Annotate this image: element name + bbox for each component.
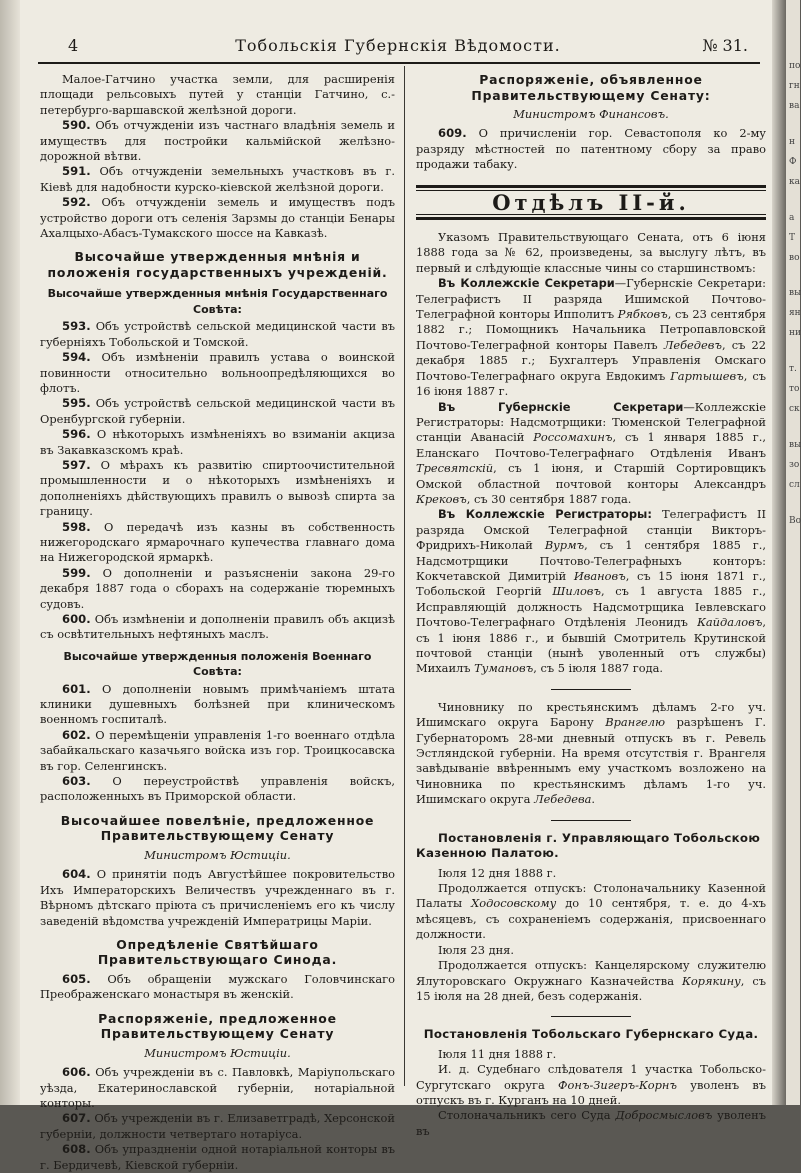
decree-item — [40, 396, 395, 427]
item-text: Объ устройствѣ сельской медицинской части въ губерніяхъ Тобольской и Томской. — [40, 319, 395, 349]
item-number: 592. — [62, 195, 91, 210]
item-number: 593. — [62, 319, 91, 334]
separator-line — [551, 689, 631, 690]
issue-number: № 31. — [702, 36, 748, 55]
edge-fragment: а — [789, 212, 795, 223]
decree-item — [40, 319, 395, 350]
items-group-a — [40, 118, 395, 241]
item-number: 590. — [62, 118, 91, 133]
minister-finance: Министромъ Финансовъ. — [513, 107, 669, 121]
edge-fragment: то — [789, 384, 800, 395]
separator-line — [551, 1016, 631, 1017]
decree-item — [40, 427, 395, 458]
item-text: Объ обращеніи мужскаго Головчинскаго Преображенскаго монастыря въ женскій. — [40, 971, 395, 1002]
decree-item — [40, 350, 395, 396]
item-text: Объ устройствѣ сельской медицинской части въ Оренбургской губерніи. — [40, 396, 395, 426]
treasury-leave-1: Продолжается отпускъ: Столоначальнику Казенной Палаты Ходосовскому до 10 сентября, т. е. до 4-хъ мѣсяцевъ, съ сохраненіемъ содержанія, присвоеннаго должности. — [416, 881, 766, 942]
item-text: О причисленіи гор. Севастополя ко 2-му разряду мѣстностей по патентному сбору за право продажи табаку. — [416, 126, 767, 172]
edge-fragment: ва — [789, 100, 800, 111]
treasury-leave-2: Продолжается отпускъ: Канцелярскому служителю Ялуторовскаго Окружнаго Казначейства Корякину, съ 15 іюля на 28 дней, безъ содержанія. — [416, 958, 766, 1003]
ukaz-intro: Указомъ Правительствующаго Сената, отъ 6 іюня 1888 года за № 62, произведены, за выслугу лѣтъ, въ первый и слѣдующіе классные чины со старшинствомъ: — [416, 230, 766, 275]
item-number: 606. — [62, 1065, 91, 1080]
items-group-e — [40, 972, 395, 1003]
edge-fragment: гн — [789, 80, 800, 91]
decree-item — [40, 1065, 395, 1111]
section-title-otdel: Отдѣлъ II-й. — [492, 189, 690, 215]
intro-paragraph: Малое-Гатчино участка земли, для расширенія площади рельсовыхъ путей у станціи Гатчино, с.-петербурго-варшавской желѣзной дороги. — [40, 72, 395, 117]
edge-fragment: вы — [789, 440, 801, 451]
item-text: О принятіи подъ Августѣйшее покровительство Ихъ Императорскихъ Величествъ учрежденнаго въ г. Вѣрномъ дѣтскаго пріюта съ причисленіемъ его къ числу заведеній вѣдомства учрежденій Императрицы Маріи. — [40, 867, 395, 928]
item-number: 598. — [62, 519, 91, 534]
subheading-state-council: Высочайше утвержденныя мнѣнія Государственнаго Совѣта: — [47, 287, 388, 316]
items-group-b — [40, 319, 395, 643]
decree-item — [40, 566, 395, 612]
decree-item — [40, 164, 395, 195]
item-text: Объ отчужденіи изъ частнаго владѣнія земель и имуществъ для постройки кальмійской желѣзно-дорожной вѣтви. — [40, 118, 395, 164]
edge-fragment: вы — [789, 288, 801, 299]
adjacent-page-edge — [786, 0, 800, 1105]
edge-fragment: Т — [789, 232, 796, 243]
item-number: 608. — [62, 1142, 91, 1157]
edge-fragment: зо — [789, 460, 800, 470]
decree-item — [40, 774, 395, 805]
decree-item — [40, 867, 395, 929]
item-text: О дополненіи и разъясненіи закона 29-го декабря 1887 года о сборахъ на содержаніе тюремныхъ судовъ. — [40, 565, 395, 611]
item-text: О перемѣщеніи управленія 1-го военнаго отдѣла забайкальскаго казачьяго войска изъ гор. Троицкосавска въ гор. Селенгинскъ. — [40, 727, 395, 773]
newspaper-title: Тобольскія Губернскія Вѣдомости. — [235, 36, 561, 55]
items-group-f — [40, 1065, 395, 1173]
section-heading-order: Распоряженіе, предложенное Правительствующему Сенату — [98, 1010, 337, 1042]
item-number: 596. — [62, 427, 91, 442]
minister-justice-2: Министромъ Юстиціи. — [144, 1045, 291, 1060]
subheading-military-council: Высочайше утвержденныя положенія Военнаго Совѣта: — [63, 649, 372, 679]
right-column — [416, 72, 766, 1139]
item-text: Объ отчужденіи земель и имуществъ подъ устройство дороги отъ селенія Зарзмы до станціи Бенары Ахалцыхо-Абасъ-Тумакского шоссе на Кавказѣ. — [40, 195, 396, 241]
edge-fragment: ск — [789, 404, 800, 415]
promotion-collegiate-secretaries: Въ Коллежскіе Секретари—Губернскіе Секретари: Телеграфистъ II разряда Ишимской Почтово-Телеграфной конторы Ипполитъ Рябковъ, съ 23 сентября 1882 г.; Помощникъ Начальника Петропавловской Почтово-Телеграфной конторы Павелъ Лебедевъ, съ 22 декабря 1885 г.; Бухгалтеръ Управленія Омскаго Почтово-Телеграфнаго округа Евдокимъ Гартышевъ, съ 16 іюня 1887 г. — [416, 276, 766, 399]
page-number: 4 — [68, 36, 79, 55]
decree-item — [40, 118, 395, 164]
page-header — [38, 32, 758, 58]
court-notice-2: Столоначальникъ сего Суда Добросмысловъ уволенъ въ — [416, 1108, 766, 1138]
item-text: О передачѣ изъ казны въ собственность нижегородскаго ярмарочнаго купечества главнаго дома на Нижегородской ярмаркѣ. — [40, 519, 395, 565]
header-rule — [38, 62, 760, 64]
edge-fragment: ян — [789, 308, 801, 319]
item-number: 602. — [62, 727, 91, 742]
item-number: 604. — [62, 867, 91, 882]
item-609 — [416, 126, 766, 172]
item-number: 607. — [62, 1111, 91, 1126]
item-text: Объ учрежденіи въ г. Елизаветградѣ, Херсонской губерніи, должности четвертаго нотаріуса. — [40, 1111, 395, 1141]
edge-fragment: Ф — [789, 156, 797, 167]
official-leave-notice: Чиновнику по крестьянскимъ дѣламъ 2-го уч. Ишимскаго округа Барону Врангелю разрѣшенъ Г. Губернаторомъ 28-ми дневный отпускъ въ г. Ревель Эстляндской губерніи. На время отсутствія г. Врангеля завѣдываніе ввѣреннымъ ему участкомъ возложено на Чиновника по крестьянскимъ дѣламъ 1-го уч. Ишимскаго округа Лебедева. — [416, 699, 766, 807]
edge-fragment: ка — [789, 176, 800, 187]
edge-fragment: сл — [789, 479, 800, 490]
item-text: Объ измѣненіи правилъ устава о воинской повинности относительно вольноопредѣляющихся во флотъ. — [40, 350, 396, 395]
decree-item — [40, 682, 395, 728]
edge-fragment: т. — [789, 364, 797, 375]
item-text: Объ измѣненіи и дополненіи правилъ объ акцизѣ съ освѣтительныхъ нефтяныхъ маслъ. — [40, 612, 396, 642]
section-heading-court: Постановленія Тобольскаго Губернскаго Суда. — [423, 1027, 759, 1042]
decree-item — [40, 458, 395, 520]
minister-justice-1: Министромъ Юстиціи. — [144, 847, 291, 862]
decree-item — [40, 195, 395, 241]
section-heading-decree: Высочайшее повелѣніе, предложенное Правительствующему Сенату — [60, 812, 375, 844]
edge-fragment: н — [789, 136, 795, 147]
separator-line — [551, 820, 631, 821]
item-number: 591. — [62, 164, 91, 179]
decree-item — [40, 728, 395, 774]
item-number: 594. — [62, 350, 91, 365]
item-number: 601. — [62, 681, 91, 696]
item-number: 599. — [62, 565, 91, 580]
item-number: 597. — [62, 457, 91, 472]
item-text: О нѣкоторыхъ измѣненіяхъ во взиманіи акциза въ Закавказскомъ краѣ. — [40, 427, 395, 457]
date-july-23: Іюля 23 дня. — [438, 942, 514, 957]
section-heading-treasury: Постановленія г. Управляющаго Тобольскою Казенною Палатою. — [416, 830, 761, 861]
edge-fragment: Во — [789, 515, 801, 526]
date-july-11: Іюля 11 дня 1888 г. — [438, 1046, 557, 1061]
court-notice-1: И. д. Судебнаго слѣдователя 1 участка Тобольско-Сургутскаго округа Фонъ-Зигеръ-Корнъ уволенъ въ отпускъ въ г. Курганъ на 10 дней. — [416, 1062, 766, 1108]
items-group-d — [40, 867, 395, 929]
item-text: О переустройствѣ управленія войскъ, расположенныхъ въ Приморской области. — [40, 774, 395, 804]
item-number: 609. — [438, 126, 467, 141]
left-column — [40, 72, 395, 1173]
decree-item — [40, 520, 395, 566]
date-july-12: Іюля 12 дня 1888 г. — [438, 865, 557, 880]
section-rule-bottom — [416, 214, 766, 220]
item-number: 600. — [62, 612, 91, 626]
item-text: О дополненіи новымъ примѣчаніемъ штата клиники душевныхъ болѣзней при клиническомъ военномъ госпиталѣ. — [40, 681, 395, 727]
item-number: 595. — [62, 396, 91, 411]
item-text: Объ учрежденіи въ с. Павловкѣ, Маріупольскаго уѣзда, Екатеринославской губерніи, нотаріальной конторы. — [40, 1065, 395, 1110]
decree-item — [40, 1111, 395, 1142]
decree-item — [40, 612, 395, 643]
item-text: Объ отчужденіи земельныхъ участковъ въ г. Кіевѣ для надобности курско-кіевской желѣзной дороги. — [40, 164, 395, 194]
item-number: 603. — [62, 774, 91, 789]
column-divider — [404, 66, 405, 1086]
section-heading-opinions: Высочайше утвержденныя мнѣнія и положенія государственныхъ учрежденій. — [47, 249, 388, 280]
page-gutter-shadow — [772, 0, 786, 1105]
decree-item — [40, 1142, 395, 1173]
edge-fragment: во — [789, 252, 800, 263]
edge-fragment: ни — [789, 328, 801, 339]
item-text: Объ упраздненіи одной нотаріальной конторы въ г. Бердичевѣ, Кіевской губерніи. — [40, 1142, 396, 1172]
item-text: О мѣрахъ къ развитію спиртоочистительной промышленности и о нѣкоторыхъ измѣненіяхъ и дополненіяхъ дѣйствующихъ правилъ о вывозѣ спирта за границу. — [40, 457, 396, 519]
decree-item — [40, 972, 395, 1003]
items-group-c — [40, 682, 395, 805]
promotion-provincial-secretaries: Въ Губернскіе Секретари—Коллежскіе Регистраторы: Надсмотрщики: Тюменской Телеграфной станціи Аванасій Россомахинъ, съ 1 января 1885 г., Еланскаго Почтово-Телеграфнаго Отдѣленія Иванъ Тресвятскій, съ 1 іюня, и Старшій Сортировщикъ Омской областной почтовой конторы Александръ Крековъ, съ 30 сентября 1887 года. — [416, 399, 766, 506]
section-heading-synod: Опредѣленіе Святѣйшаго Правительствующаго Синода. — [97, 936, 338, 968]
section-heading-finance-order: Распоряженіе, объявленное Правительствующему Сенату: — [471, 72, 711, 103]
page-binding-shadow — [0, 0, 20, 1105]
edge-fragment: по — [789, 61, 801, 71]
item-number: 605. — [62, 971, 91, 986]
promotion-collegiate-registrars: Въ Коллежскіе Регистраторы: Телеграфистъ II разряда Омской Телеграфной станціи Викторъ-Фридрихъ-Николай Вурмъ, съ 1 сентября 1885 г., Надсмотрщики Почтово-Телеграфныхъ конторъ: Кокчетавской Димитрій Ивановъ, съ 15 іюня 1871 г., Тобольской Георгій Шиловъ, съ 1 августа 1885 г., Исправляющій должность Надсмотрщика Іевлевскаго Почтово-Телеграфнаго Отдѣленія Леонидъ Кайдаловъ, съ 1 іюня 1886 г., и бывшій Смотритель Крутинской почтовой станціи (нынѣ уволенный отъ службы) Михаилъ Тумановъ, съ 5 іюля 1887 года. — [416, 507, 766, 676]
